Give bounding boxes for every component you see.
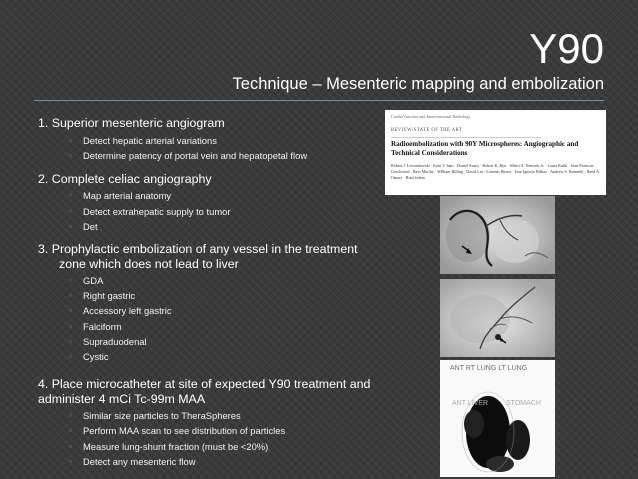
title-divider xyxy=(34,100,604,101)
section-heading: 4. Place microcatheter at site of expected Y90 treatment and administer 4 mCi Tc-99m MAA xyxy=(38,377,371,406)
bullet-list xyxy=(38,188,380,234)
list-item: ▫ Perform MAA scan to see distribution of particles xyxy=(38,423,380,438)
slide-subtitle: Technique – Mesenteric mapping and embolization xyxy=(232,75,604,93)
list-item: ▫ Accessory left gastric xyxy=(38,303,380,318)
section-embolization xyxy=(38,242,380,364)
list-item: ▫ Supraduodenal xyxy=(38,334,380,349)
journal-name: CardioVascular and Interventional Radiology xyxy=(391,114,471,119)
journal-article-image xyxy=(385,110,606,195)
bullet-icon: ▫ xyxy=(69,135,72,145)
article-section-tag: REVIEW/STATE OF THE ART xyxy=(391,128,463,133)
bullet-icon: ▫ xyxy=(69,411,72,421)
list-item: ▫ Right gastric xyxy=(38,288,380,303)
list-item: ▫ Similar size particles to TheraSpheres xyxy=(38,408,380,423)
slide-content xyxy=(38,116,380,469)
bullet-icon: ▫ xyxy=(69,321,72,331)
bullet-icon: ▫ xyxy=(69,291,72,301)
angiogram-graphic xyxy=(440,279,555,357)
list-item: ▫ Falciform xyxy=(38,319,380,334)
article-authors: Robert J. Lewandowski · Kent T. Sato · Daniel Atassi · Robert K. Ryu · Albert A. Nemcek Jr. · Laura Kulik · Jean-Francois Geschwind · Ravi Murthy · William Rilling · David Liu · Lourens Bester · Jose Ignacio Bilbao · Andrew S. Kennedy · Reed A. Omary · Riad Salem xyxy=(391,163,601,180)
list-item: ▫ Cystic xyxy=(38,349,380,364)
divider xyxy=(391,137,541,138)
section-heading: 1. Superior mesenteric angiogram xyxy=(38,116,225,130)
angiogram-graphic xyxy=(440,196,555,274)
bullet-icon: ▫ xyxy=(69,276,72,286)
list-item: ▫ Determine patency of portal vein and hepatopetal flow xyxy=(38,148,380,163)
section-heading: 3. Prophylactic embolization of any vessel in the treatment zone which does not lead to liver xyxy=(38,242,358,271)
section-heading: 2. Complete celiac angiography xyxy=(38,171,212,186)
maa-scan-image xyxy=(440,360,555,477)
list-item: ▫ Map arterial anatomy xyxy=(38,188,380,203)
bullet-list xyxy=(38,408,380,469)
section-maa xyxy=(38,377,380,469)
scan-label-liver: ANT LIVER xyxy=(452,400,489,407)
slide-title: Y90 xyxy=(529,25,604,72)
bullet-icon: ▫ xyxy=(69,306,72,316)
list-item: ▫ Det xyxy=(38,219,380,234)
bullet-icon: ▫ xyxy=(69,221,72,231)
bullet-icon: ▫ xyxy=(69,456,72,466)
bullet-icon: ▫ xyxy=(69,206,72,216)
angiogram-image-2 xyxy=(440,279,555,357)
bullet-icon: ▫ xyxy=(69,150,72,160)
bullet-icon: ▫ xyxy=(69,426,72,436)
bullet-icon: ▫ xyxy=(69,336,72,346)
angiogram-image-1 xyxy=(440,196,555,274)
bullet-icon: ▫ xyxy=(69,191,72,201)
scan-graphic xyxy=(440,360,555,477)
list-item: ▫ GDA xyxy=(38,273,380,288)
bullet-icon: ▫ xyxy=(69,352,72,362)
section-superior-mesenteric xyxy=(38,116,380,163)
list-item: ▫ Detect any mesenteric flow xyxy=(38,454,380,469)
bullet-list xyxy=(38,133,380,163)
section-celiac xyxy=(38,172,380,234)
bullet-list xyxy=(38,273,380,364)
list-item: ▫ Measure lung-shunt fraction (must be <20%) xyxy=(38,439,380,454)
scan-label-lungs: ANT RT LUNG LT LUNG xyxy=(450,365,528,372)
list-item: ▫ Detect hepatic arterial variations xyxy=(38,133,380,148)
article-title: Radioembolization with 90Y Microspheres: Angiographic and Technical Considerations xyxy=(391,140,579,157)
bullet-icon: ▫ xyxy=(69,441,72,451)
list-item: ▫ Detect extrahepatic supply to tumor xyxy=(38,204,380,219)
scan-label-stomach: STOMACH xyxy=(506,400,541,407)
